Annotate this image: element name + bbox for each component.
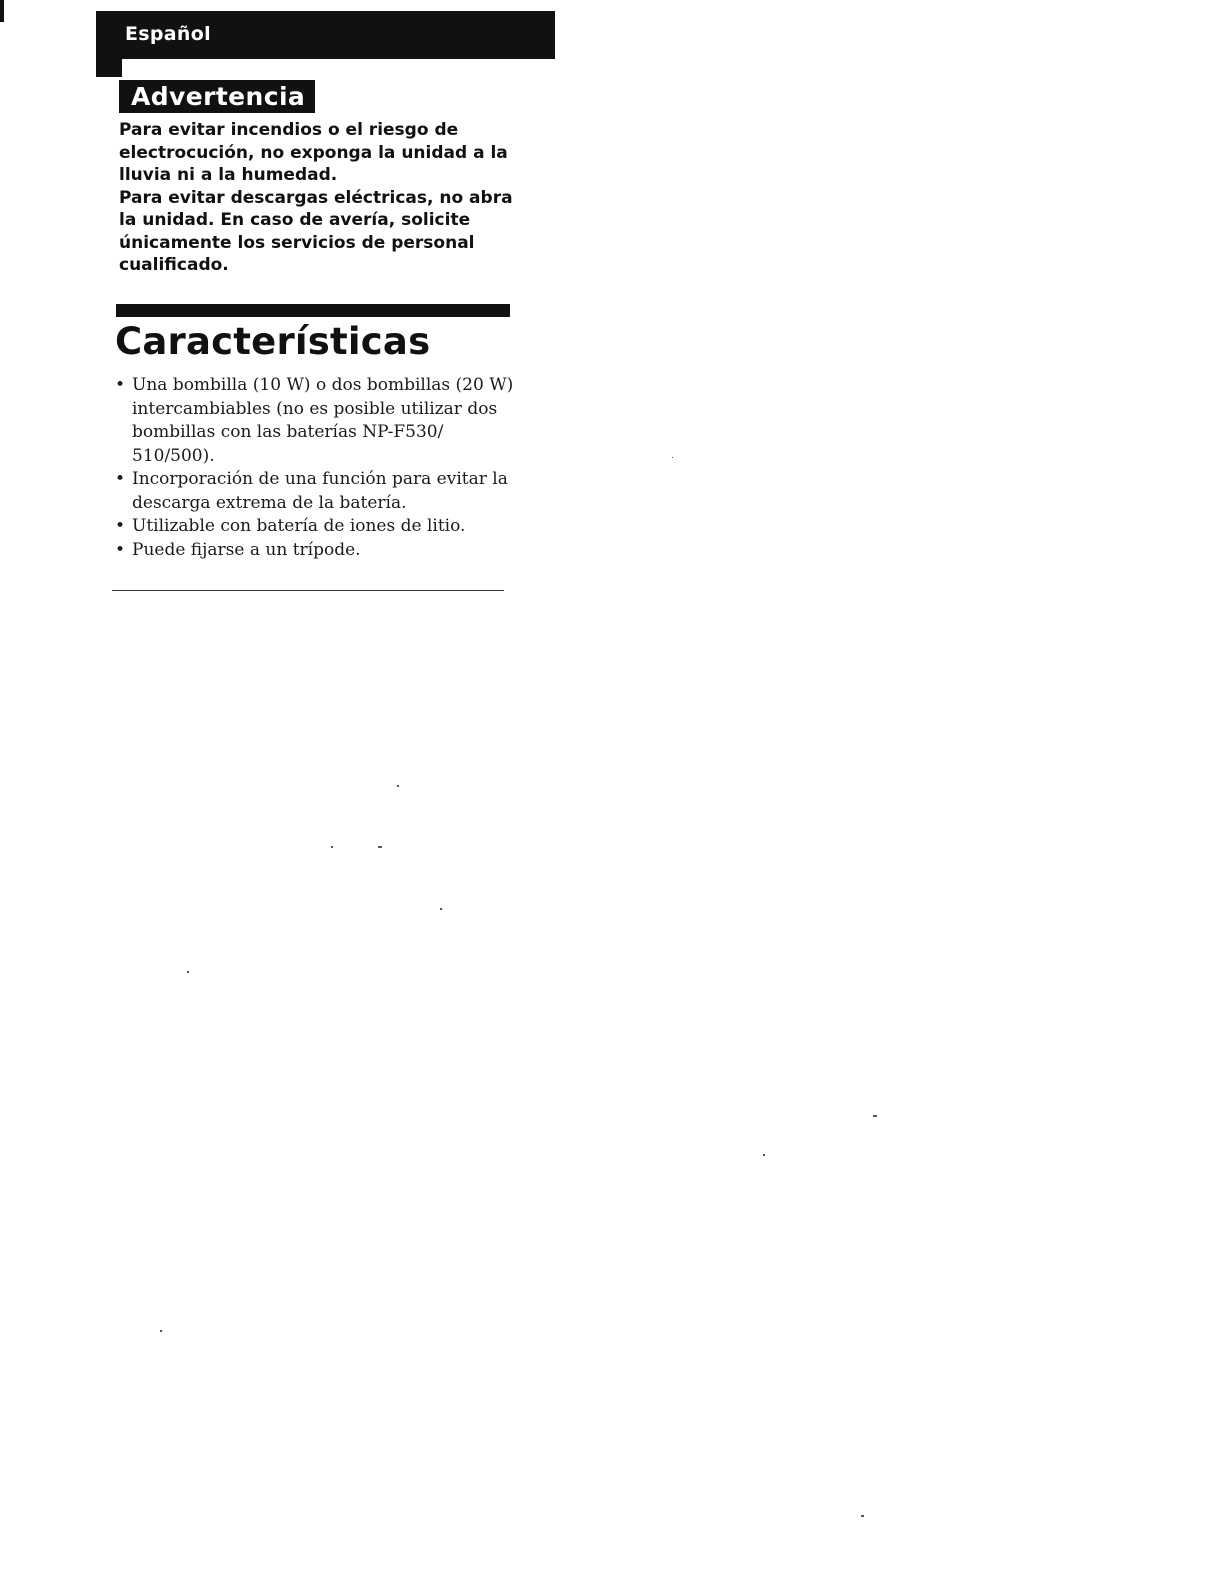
bullet-icon: •	[115, 469, 126, 489]
scan-speck	[378, 846, 382, 848]
list-item	[114, 468, 514, 515]
scan-speck	[873, 1115, 877, 1117]
feature-text: Utilizable con batería de iones de litio.	[132, 516, 466, 536]
scan-speck	[672, 457, 673, 458]
warning-text	[119, 119, 519, 277]
section-divider-bar	[116, 304, 510, 317]
scan-speck	[160, 1330, 162, 1332]
warning-title: Advertencia	[119, 80, 315, 113]
scan-speck	[440, 908, 442, 910]
warning-paragraph-shock: Para evitar descargas eléctricas, no abra la unidad. En caso de avería, solicite únicamente los servicios de personal cualificado.	[119, 187, 513, 275]
language-label: Español	[125, 23, 211, 45]
feature-text: Puede fijarse a un trípode.	[132, 539, 361, 560]
scan-speck	[861, 1515, 864, 1517]
scan-speck	[763, 1154, 765, 1156]
feature-text: Incorporación de una función para evitar la descarga extrema de la batería.	[132, 469, 508, 513]
list-item	[114, 515, 514, 539]
page-edge-mark	[0, 0, 4, 22]
scan-speck	[331, 846, 333, 848]
section-end-rule	[112, 590, 504, 591]
features-title: Características	[115, 320, 431, 363]
bullet-icon: •	[115, 375, 126, 395]
feature-text: Una bombilla (10 W) o dos bombillas (20 W) intercambiables (no es posible utilizar dos bombillas con las baterías NP-F530/ 510/500).	[132, 375, 514, 466]
features-list	[114, 374, 514, 562]
list-item	[114, 374, 514, 468]
warning-paragraph-fire: Para evitar incendios o el riesgo de electrocución, no exponga la unidad a la lluvia ni a la humedad.	[119, 120, 508, 185]
scan-speck	[187, 971, 189, 973]
bullet-icon: •	[115, 539, 126, 560]
bullet-icon: •	[115, 516, 126, 536]
list-item	[114, 539, 514, 563]
language-header-tab	[96, 11, 122, 77]
scan-speck	[397, 785, 399, 787]
